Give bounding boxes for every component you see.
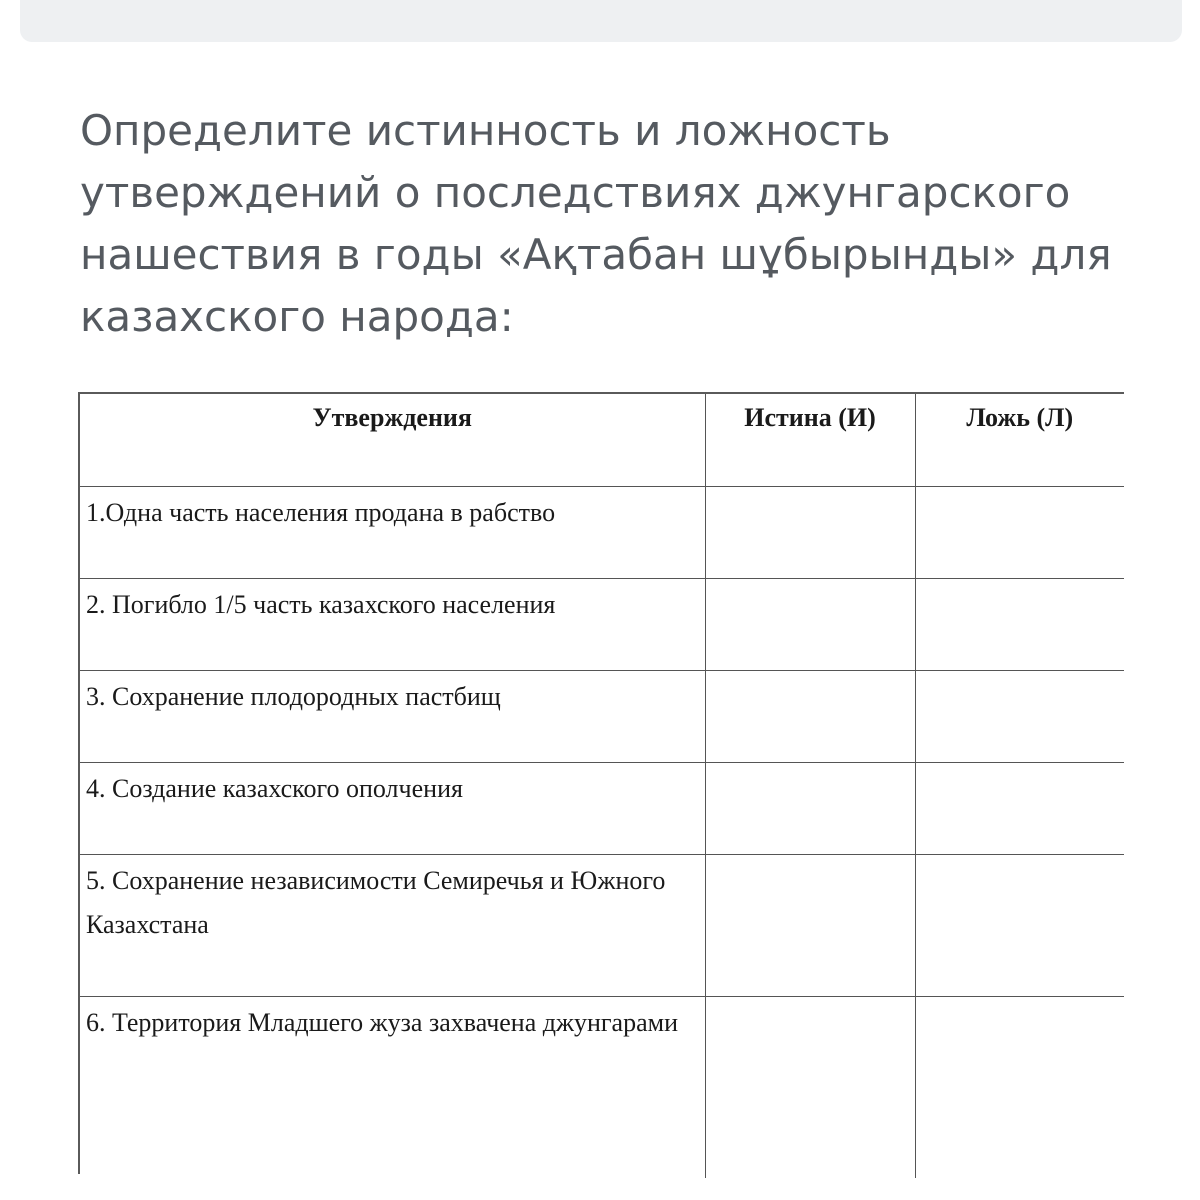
table-row	[80, 762, 1124, 854]
statement-cell: 3. Сохранение плодородных пастбищ	[80, 670, 705, 762]
header-false: Ложь (Л)	[915, 394, 1124, 486]
statement-cell: 4. Создание казахского ополчения	[80, 762, 705, 854]
true-cell	[705, 762, 915, 854]
top-bar	[20, 0, 1182, 42]
true-cell	[705, 486, 915, 578]
statement-cell: 1.Одна часть населения продана в рабство	[80, 486, 705, 578]
true-cell	[705, 854, 915, 996]
table-header-row	[80, 394, 1124, 486]
true-cell	[705, 578, 915, 670]
table-row	[80, 486, 1124, 578]
false-cell	[915, 854, 1124, 996]
statement-cell: 5. Сохранение независимости Семиречья и Южного Казахстана	[80, 854, 705, 996]
table-row	[80, 854, 1124, 996]
header-statements: Утверждения	[80, 394, 705, 486]
false-cell	[915, 670, 1124, 762]
true-cell	[705, 670, 915, 762]
statement-cell: 2. Погибло 1/5 часть казахского населения	[80, 578, 705, 670]
false-cell	[915, 762, 1124, 854]
table-row	[80, 578, 1124, 670]
false-cell	[915, 578, 1124, 670]
statement-cell: 6. Территория Младшего жуза захвачена джунгарами	[80, 996, 705, 1178]
table-row	[80, 996, 1124, 1178]
true-cell	[705, 996, 915, 1178]
header-true: Истина (И)	[705, 394, 915, 486]
false-cell	[915, 996, 1124, 1178]
false-cell	[915, 486, 1124, 578]
statements-table	[80, 394, 1124, 1178]
statements-table-image	[78, 392, 1124, 1174]
table-row	[80, 670, 1124, 762]
question-text: Определите истинность и ложность утверждений о последствиях джунгарского нашествия в годы «Ақтабан шұбырынды» для казахского народа:	[80, 106, 1112, 341]
